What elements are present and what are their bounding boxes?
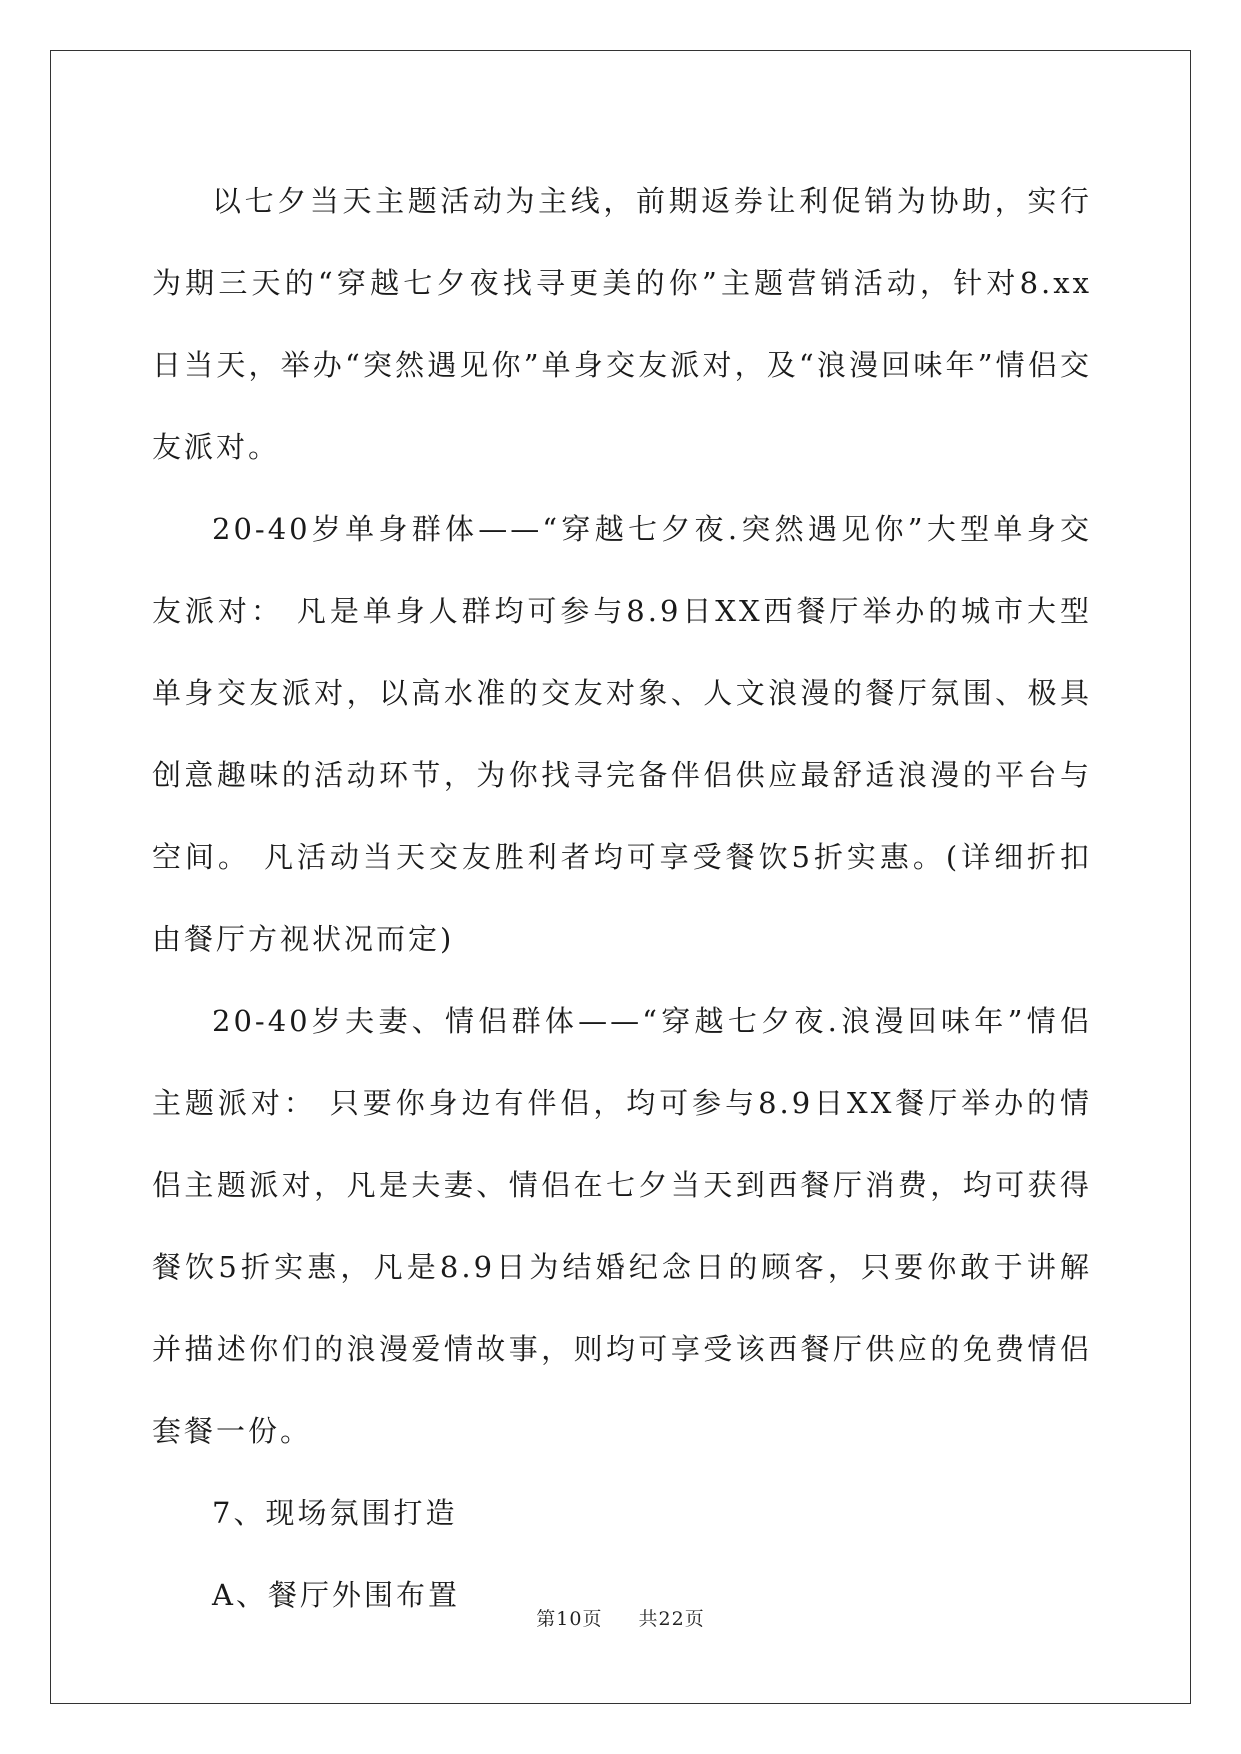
page-footer [0, 1604, 1241, 1631]
section-heading-atmosphere: 7、现场氛围打造 [212, 1496, 458, 1530]
document-body [152, 160, 1092, 1636]
paragraph-singles-party: 20-40岁单身群体——“穿越七夕夜.突然遇见你”大型单身交友派对： 凡是单身人群均可参与8.9日XX西餐厅举办的城市大型单身交友派对，以高水准的交友对象、人文浪漫的餐厅氛围、极具创意趣味的活动环节，为你找寻完备伴侣供应最舒适浪漫的平台与空间。 凡活动当天交友胜利者均可享受餐饮5折实惠。(详细折扣由餐厅方视状况而定) [152, 512, 1092, 956]
subsection-heading-exterior: A、餐厅外围布置 [212, 1578, 460, 1612]
paragraph-couples-party: 20-40岁夫妻、情侣群体——“穿越七夕夜.浪漫回味年”情侣主题派对： 只要你身边有伴侣，均可参与8.9日XX餐厅举办的情侣主题派对，凡是夫妻、情侣在七夕当天到西餐厅消费，均可获得餐饮5折实惠，凡是8.9日为结婚纪念日的顾客，只要你敢于讲解并描述你们的浪漫爱情故事，则均可享受该西餐厅供应的免费情侣套餐一份。 [152, 1004, 1092, 1448]
paragraph-intro: 以七夕当天主题活动为主线，前期返券让利促销为协助，实行为期三天的“穿越七夕夜找寻更美的你”主题营销活动，针对8.xx日当天，举办“突然遇见你”单身交友派对，及“浪漫回味年”情侣交友派对。 [152, 184, 1092, 464]
page-number-total: 共22页 [638, 1608, 705, 1630]
page-number-current: 第10页 [536, 1608, 603, 1630]
